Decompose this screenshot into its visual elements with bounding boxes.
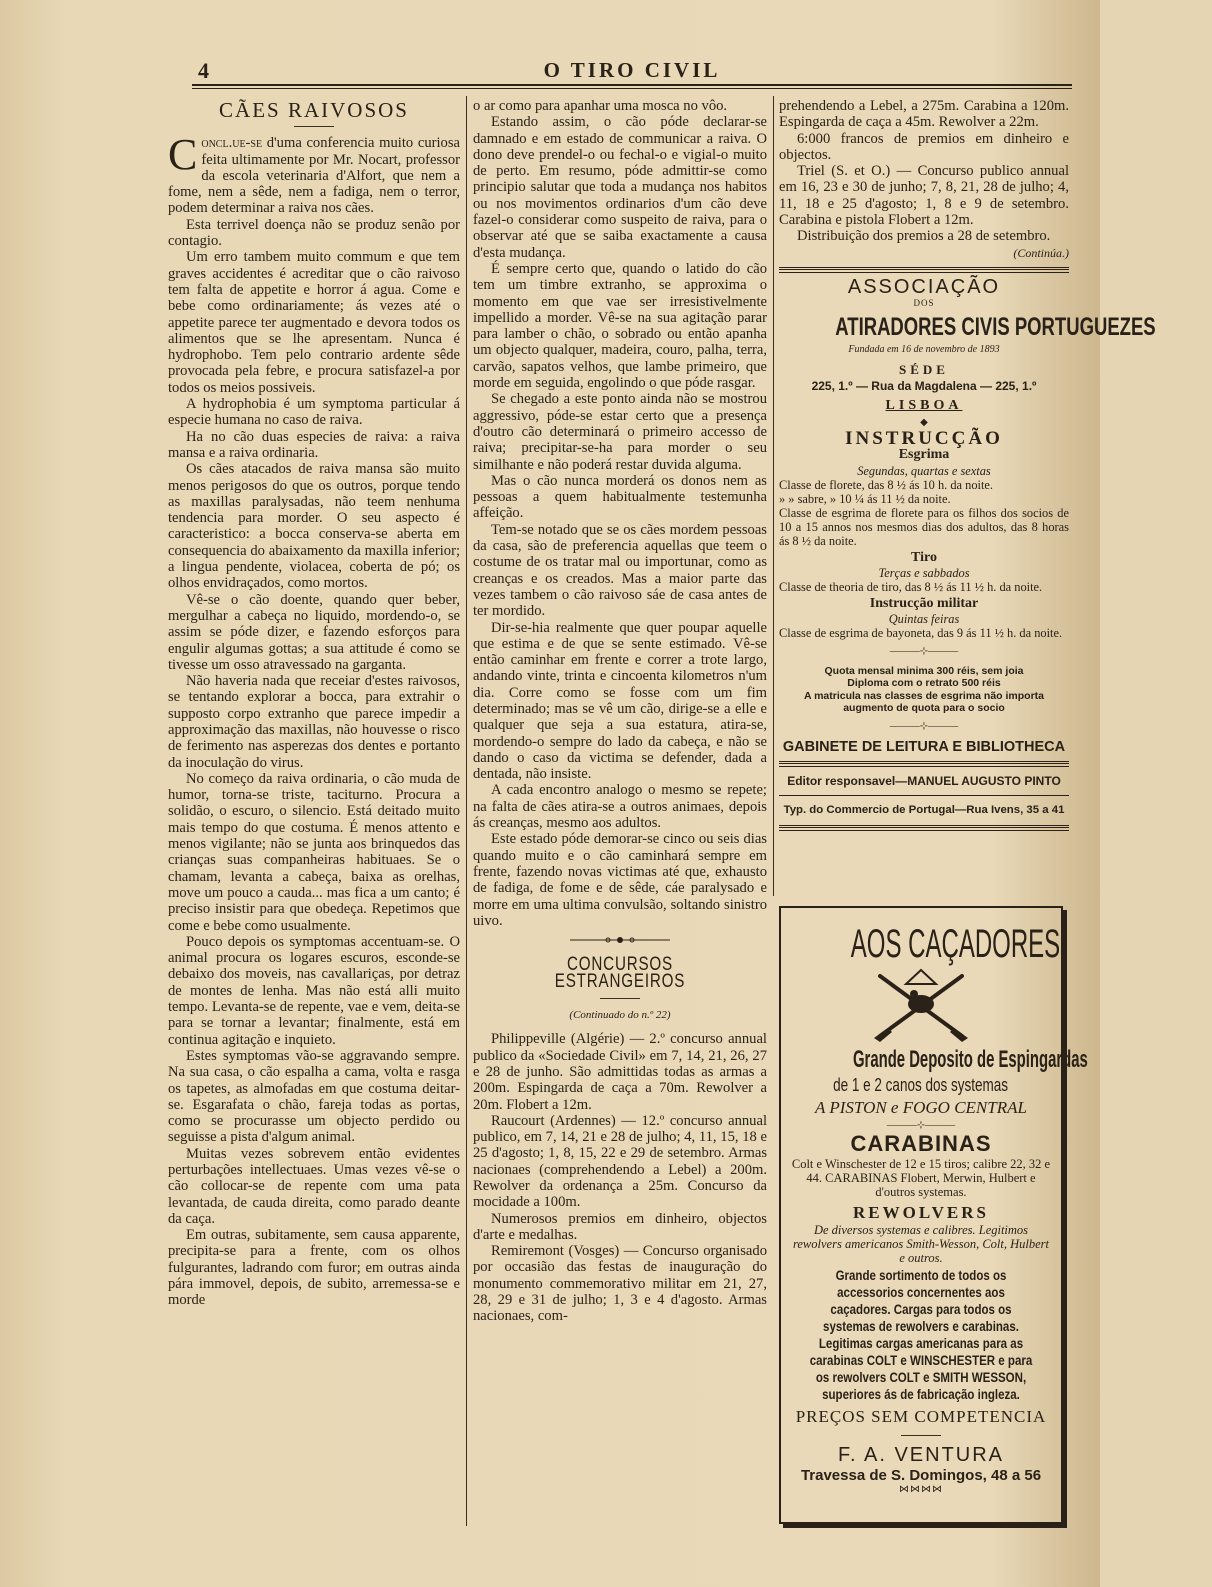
- ad-prices: PREÇOS SEM COMPETENCIA: [795, 1407, 1047, 1426]
- paragraph: Um erro tambem muito commum e que tem graves accidentes é acreditar que o cão raivoso tem falta de appetite e horror á agua. Come e bebe como ordinariamente; ás vezes até o appetite parece ter augmentado e devora todos os alimentos que se lhe apresentam. Nunca é hydrophobo. Tem pelo contrario ardente sêde provocada pela febre, e procura satisfazel-a por todos os meios possiveis.: [168, 249, 460, 396]
- column-divider-2: [773, 96, 774, 896]
- paragraph: Muitas vezes sobrevem então evidentes perturbações intellectuaes. Umas vezes vê-se o cão collocar-se de repente com uma pata levantada, de cauda direita, como parado deante da caça.: [168, 1145, 460, 1227]
- typography-line: Typ. do Commercio de Portugal—Rua Ivens, 35 a 41: [783, 804, 1065, 817]
- assoc-name-wrap: [779, 312, 1156, 342]
- esgrima-heading: Esgrima: [898, 447, 950, 463]
- assoc-city: LISBOA: [885, 398, 963, 414]
- gabinete-line: GABINETE DE LEITURA E BIBLIOTHECA: [782, 738, 1066, 755]
- paragraph: 6:000 francos de premios em dinheiro e objectos.: [779, 130, 1069, 163]
- article-title: CÃES RAIVOSOS: [219, 98, 409, 122]
- paragraph: Vê-se o cão doente, quando quer beber, mergulhar a cabeça no liquido, mordendo-o, se assim se póde dizer, e fazendo esforços para engulir algumas gottas; a sua attitude é como se tivesse um osso atravessado na garganta.: [168, 591, 460, 673]
- ad-assortment: Grande sortimento de todos os accessorios concernentes aos caçadores. Cargas para todos os systemas de rewolvers e carabinas. Legitimas cargas americanas para as carabinas COLT e WINSCHESTER e para os rewolvers COLT e SMITH WESSON, superiores ás de fabricação ingleza.: [809, 1268, 1033, 1402]
- instruction-heading: INSTRUCÇÃO: [845, 428, 1003, 450]
- drop-cap: C: [168, 130, 198, 180]
- ad-rewolvers-text: De diversos systemas e calibres. Legitimos rewolvers americanos Smith-Wesson, Colt, Hulbert e outros.: [792, 1223, 1049, 1265]
- column-1: [168, 98, 460, 1309]
- ad-deposit: Grande Deposito de Espingardas: [852, 1046, 1088, 1073]
- double-rule: [779, 761, 1069, 767]
- esgrima-days: Segundas, quartas e sextas: [857, 463, 991, 478]
- diamond-ornament: ◆: [920, 416, 928, 428]
- paragraph: Em outras, subitamente, sem causa apparente, precipita-se para a frente, com os olhos fulgurantes, ladrando com furor; em outras ainda pára immovel, depois, de subito, arremessa-se e morde: [168, 1227, 460, 1309]
- paragraph: Não haveria nada que receiar d'estes raivosos, se tentando explorar a bocca, para extrahir o supposto corpo extranho que parece impedir a approximação das maxillas, não houvesse o risco de ferimento nas asperezas dos dentes e portanto da inoculação do virus.: [168, 673, 460, 771]
- paragraph: A cada encontro analogo o mesmo se repete; na falta de cães atira-se a outros animaes, depois ás creanças, mesmo aos adultos.: [473, 782, 767, 832]
- quota-line: Quota mensal minima 300 réis, sem joia: [824, 664, 1024, 677]
- assoc-sede: SÉDE: [899, 361, 949, 377]
- matricula-line: A matricula nas classes de esgrima não importa augmento de quota para o socio: [803, 689, 1045, 715]
- lead-text: d'uma conferencia muito curiosa feita ultimamente por Mr. Nocart, professor da escola veterinaria d'Alfort, que nem a fome, nem a sêde, nem a fadiga, nem o terror, podem determinar a raiva nos cães.: [168, 135, 460, 217]
- esgrima-line: » » sabre, » 10 ¼ ás 11 ½ da noite.: [779, 491, 951, 506]
- lead-word: oncl.ue-se: [201, 135, 263, 152]
- small-ornament: ———⊹———: [889, 720, 959, 732]
- advertisement-box: [779, 906, 1088, 1524]
- ad-piston: A PISTON e FOGO CENTRAL: [815, 1098, 1027, 1117]
- section-rule: [600, 998, 640, 999]
- paper-title: O TIRO CIVIL: [543, 58, 721, 82]
- contest-entry: Philippeville (Algérie) — 2.º concurso annual publico da «Sociedade Civil» em 7, 14, 21, 26, 27 e 28 de junho. São admittidas todas as armas a 200m. Espingarda de caça a 70m. Rewolver a 20m. Flobert a 12m.: [473, 1031, 767, 1113]
- ornament-icon: [570, 935, 670, 945]
- paragraph: o ar como para apanhar uma mosca no vôo.: [473, 98, 728, 114]
- assoc-dos: DOS: [913, 298, 935, 309]
- thin-rule: [779, 795, 1069, 796]
- paragraph: Este estado póde demorar-se cinco ou seis dias quando muito e o cão caminhará sempre em frente, fazendo novas victimas até que, exhausto de fadiga, de fome e de sêde, cáe paralysado e morre em uma ultima convulsão, soltando sinistro uivo.: [473, 831, 767, 929]
- paragraph: No começo da raiva ordinaria, o cão muda de humor, torna-se triste, taciturno. Procura a solidão, o escuro, o silencio. Está deitado muito mais tempo do que costuma. É menos attento e menos vigilante; não se junta aos brinquedos das crianças suas companheiras habituaes. Se o chamam, levanta a cabeça, baixa as orelhas, move um pouco a cauda... mas fica a um canto; é preciso insistir para que obedeça. Repetimos que come e bebe como usualmente.: [168, 770, 460, 934]
- paragraph: Distribuição dos premios a 28 de setembro.: [797, 228, 1051, 245]
- assoc-founded: Fundada em 16 de novembro de 1893: [848, 343, 1000, 355]
- contest-entry: Raucourt (Ardennes) — 12.º concurso annual publico, em 7, 14, 21 e 28 de julho; 4, 11, 15, 18 e 25 d'agosto; 1, 8, 15, 22 e 29 de setembro. Armas nacionaes (comprehendendo a Lebel) a 200m. Rewolver da ordenança a 25m. Concurso da mocidade a 100m.: [473, 1112, 767, 1211]
- paragraph: Estes symptomas vão-se aggravando sempre. Na sua casa, o cão espalha a cama, volta e rasga os tapetes, as almofadas em que costuma deitar-se. Esgarafata o chão, fareja todas as portas, como se procurasse um objecto perdido ou seguisse a pista d'algum animal.: [168, 1047, 460, 1146]
- ad-title-wrap: [781, 924, 1061, 964]
- small-ornament: ———⊹———: [886, 1120, 956, 1131]
- paragraph: A hydrophobia é um symptoma particular á especie humana no caso de raiva.: [168, 396, 460, 429]
- esgrima-line: Classe de florete, das 8 ½ ás 10 h. da noite.: [779, 477, 994, 492]
- diploma-line: Diploma com o retrato 500 réis: [847, 677, 1001, 690]
- tiro-heading: Tiro: [911, 549, 937, 565]
- paragraph: Os cães atacados de raiva mansa são muito menos perigosos do que os outros, porque tendo as maxillas paralysadas, não teem nenhuma tendencia para morder. O seu aspecto é caracteristico: a bocca conserva-se aberta em consequencia do abaixamento da maxilla inferior; a lingua pendente, violacea, coberta de pó; os olhos envidraçados, como mortos.: [168, 461, 460, 592]
- contest-entry: Remiremont (Vosges) — Concurso organisado por occasião das festas de inauguração do monumento commemorativo militar em 21, 27, 28, 29 e 31 de julho; 1, 3 e 4 d'agosto. Armas nacionaes, com-: [473, 1243, 767, 1325]
- column-2: [473, 98, 767, 1325]
- section-title: CONCURSOS ESTRANGEIROS: [554, 954, 686, 992]
- military-line: Classe de esgrima de bayoneta, das 9 ás 11 ½ h. da noite.: [779, 626, 1063, 641]
- paragraph: Ha no cão duas especies de raiva: a raiva mansa e a raiva ordinaria.: [168, 428, 460, 461]
- paragraph: É sempre certo que, quando o latido do cão tem um timbre extranho, se approxima o momento em que vae ser irresistivelmente impellido a morder. Vê-se na sua agitação parar para lamber o chão, o sobrado ou então apanha um objecto qualquer, madeira, couro, palha, terra, carvão, sapatos velhos, que lambe primeiro, que morde em seguida, engolindo o que póde rasgar.: [473, 260, 767, 392]
- column-divider-1: [466, 96, 467, 1526]
- paragraph: Pouco depois os symptomas accentuam-se. O animal procura os logares escuros, esconde-se debaixo dos moveis, nas cavallariças, por detraz de montes de lenha. Mas não está alli muito tempo. Levanta-se de repente, vae e vem, deita-se para se tornar a levantar; finalmente, está em continua agitação e inquieto.: [168, 933, 460, 1048]
- assoc-address: 225, 1.º — Rua da Magdalena — 225, 1.º: [811, 379, 1037, 394]
- assoc-name: ATIRADORES CIVIS PORTUGUEZES: [835, 312, 1156, 341]
- ad-carabinas: CARABINAS: [850, 1131, 992, 1156]
- esgrima-line: Classe de esgrima de florete para os filhos dos socios de 10 a 15 annos nos mesmos dias dos adultos, das 8 horas ás 8 ½ da noite.: [779, 505, 1069, 548]
- paragraph: Estando assim, o cão póde declarar-se damnado e em estado de communicar a raiva. O dono deve prendel-o ou fechal-o e vigial-o muito de perto. Em resumo, póde admittir-se como principio salutar que toda a mudança nos habitos ou nos movimentos ordinarios d'um cão deve fazel-o considerar como suspeito de raiva, para o observar até que se saiba exactamente a causa d'esta mudança.: [473, 114, 767, 261]
- ad-title: AOS CAÇADORES: [850, 922, 1061, 966]
- small-ornament: ———⊹———: [889, 646, 959, 658]
- header-rule: [192, 84, 1072, 89]
- contest-entry: Numerosos premios em dinheiro, objectos d'arte e medalhas.: [473, 1210, 767, 1243]
- paragraph: Mas o cão nunca morderá os donos nem as pessoas a quem habitualmente testemunha affeição.: [473, 472, 767, 522]
- title-rule: [294, 126, 334, 127]
- ad-canos: de 1 e 2 canos dos systemas: [833, 1075, 1009, 1095]
- paragraph: Se chegado a este ponto ainda não se mostrou aggressivo, póde-se estar certo que a presença d'outro cão determinará o primeiro accesso de raiva; precipitar-se-ha para morder o seu similhante e não poderá restar duvida alguma.: [473, 391, 767, 473]
- crossed-rifles-wrap: [781, 964, 1061, 1046]
- paragraph: Triel (S. et O.) — Concurso publico annual em 16, 23 e 30 de junho; 7, 8, 21, 28 de julho; 4, 11, 18 e 25 d'agosto; 1, 8 e 9 de setembro. Carabina e pistola Flobert a 12m.: [779, 163, 1069, 229]
- double-rule: [779, 825, 1069, 831]
- association-notice: [779, 275, 1156, 831]
- paragraph: Esta terrivel doença não se produz senão por contagio.: [168, 216, 460, 250]
- ad-rule: [901, 1435, 941, 1436]
- paragraph: prehendendo a Lebel, a 275m. Carabina a 120m. Espingarda de caça a 45m. Rewolver a 22m.: [779, 98, 1069, 131]
- page-number: 4: [198, 58, 209, 83]
- double-rule: [779, 267, 1069, 273]
- ad-canos-wrap: [781, 1074, 1061, 1096]
- ad-deposit-wrap: [781, 1046, 1088, 1074]
- page-header: [192, 58, 1072, 84]
- ad-carabinas-text: Colt e Winschester de 12 e 15 tiros; calibre 22, 32 e 44. CARABINAS Flobert, Merwin, Hulbert e d'outros systemas.: [791, 1157, 1051, 1199]
- ad-firm: F. A. VENTURA: [837, 1444, 1005, 1466]
- ad-rewolvers: REWOLVERS: [853, 1203, 989, 1222]
- ornament-divider: [473, 933, 767, 949]
- column-3: [779, 98, 1156, 837]
- ad-address: Travessa de S. Domingos, 48 a 56: [800, 1467, 1042, 1484]
- article-lead-paragraph: [168, 130, 460, 217]
- military-days: Quintas feiras: [888, 612, 960, 627]
- paragraph: Dir-se-hia realmente que quer poupar aquelle que estima e de que se sente estimado. Vê-se então caminhar em frente e correr a trote largo, andando vinte, trinta e cincoenta kilometros n'um dia. Corre como se fosse com um fim determinado; mas se vê um cão, dirige-se a elle e qualquer que seja a sua estatura, atira-se, mordendo-o sempre do lado da cabeça, e não se dando o caso da victima se defender, dada a dentada, não insiste.: [473, 619, 767, 783]
- ad-footer-ornament: ⋈⋈⋈⋈: [899, 1484, 943, 1495]
- tiro-line: Classe de theoria de tiro, das 8 ½ ás 11 ½ h. da noite.: [779, 579, 1043, 594]
- tiro-days: Terças e sabbados: [878, 565, 970, 580]
- editor-line: Editor responsavel—MANUEL AUGUSTO PINTO: [787, 774, 1061, 789]
- military-heading: Instrucção militar: [869, 595, 979, 611]
- continua-note: (Continúa.): [1013, 245, 1069, 260]
- continued-note: (Continuado do n.º 22): [569, 1009, 671, 1022]
- paragraph: Tem-se notado que se os cães mordem pessoas da casa, são de preferencia aquellas que teem o costume de os tratar mal ou importunar, como as creanças e os creados. Mas a maior parte das vezes tambem o cão raivoso sáe de casa antes de ter mordido.: [473, 521, 767, 620]
- crossed-rifles-icon: [866, 964, 976, 1044]
- assoc-heading: ASSOCIAÇÃO: [847, 275, 1001, 298]
